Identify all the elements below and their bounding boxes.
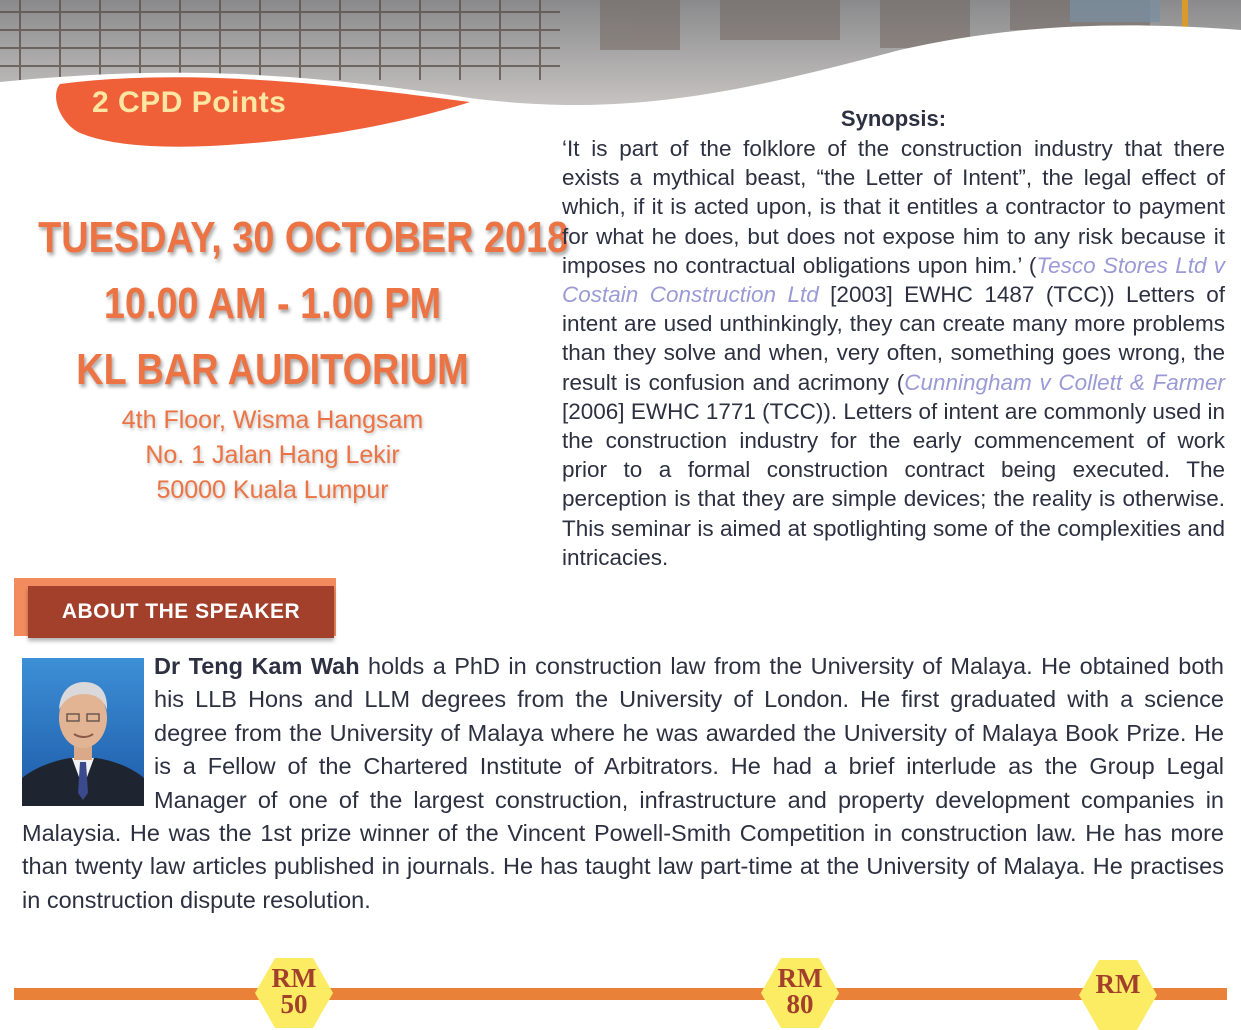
cpd-points-badge: 2 CPD Points [92, 86, 287, 119]
fee-badge-2 [761, 958, 839, 1028]
synopsis-section [562, 104, 1225, 572]
fee-badge-3 [1079, 960, 1157, 1030]
synopsis-text-3: [2006] EWHC 1771 (TCC)). Letters of intent are commonly used in the construction industry for the early commencement of work prior to a formal construction contract being executed. The perception is that they are simple devices; the reality is otherwise. This seminar is aimed at spotlighting some of the complexities and intricacies. [562, 398, 1225, 570]
synopsis-title: Synopsis: [840, 106, 947, 131]
speaker-bio-text: holds a PhD in construction law from the University of Malaya. He obtained both his LLB Hons and LLM degrees from the University of London. He first graduated with a science degree from the University of Malaya where he was awarded the University of Malaya Book Prize. He is a Fellow of the Chartered Institute of Arbitrators. He had a brief interlude as the Group Legal Manager of one of the largest construction, infrastructure and property development companies in Malaysia. He was the 1st prize winner of the Vincent Powell-Smith Competition in construction law. He has more than twenty law articles published in journals. He has taught law part-time at the University of Malaya. He practises in construction dispute resolution. [22, 653, 1224, 913]
event-venue: KL BAR AUDITORIUM [76, 345, 469, 394]
event-time: 10.00 AM - 1.00 PM [103, 279, 442, 328]
about-speaker-label: ABOUT THE SPEAKER [61, 600, 301, 623]
synopsis-body [562, 134, 1225, 572]
address-line-3: 50000 Kuala Lumpur [156, 476, 389, 504]
synopsis-text-2: [2003] EWHC 1487 (TCC)) Letters of intent are used unthinkingly, they can create many more problems than they solve and when, very often, something goes wrong, the result is confusion and acrimony ( [562, 282, 1225, 395]
synopsis-text-1: ‘It is part of the folklore of the construction industry that there exists a mythical beast, “the Letter of Intent”, the legal effect of which, if it is acted upon, is that it entitles a contractor to payment for what he does, but does not expose him to any risk because it imposes no contractual obligations upon him.’ ( [562, 136, 1225, 278]
fee-amount: 80 [786, 989, 814, 1019]
case-citation-cunningham: Cunningham v Collett & Farmer [904, 369, 1225, 395]
fee-currency: RM [271, 963, 317, 993]
fee-amount: 50 [280, 989, 308, 1019]
speaker-bio [22, 650, 1224, 917]
event-date: TUESDAY, 30 OCTOBER 2018 [38, 213, 569, 262]
fee-currency: RM [1095, 969, 1141, 999]
address-line-1: 4th Floor, Wisma Hangsam [121, 406, 424, 434]
fee-currency: RM [777, 963, 823, 993]
speaker-name: Dr Teng Kam Wah [154, 653, 360, 679]
fee-badge-1 [255, 958, 333, 1028]
case-citation-tesco: Tesco Stores Ltd v Costain Construction Ltd [562, 252, 1226, 308]
address-line-2: No. 1 Jalan Hang Lekir [145, 441, 400, 469]
about-speaker-heading [14, 578, 336, 640]
event-details [0, 205, 569, 508]
fee-bar [14, 988, 1227, 1000]
